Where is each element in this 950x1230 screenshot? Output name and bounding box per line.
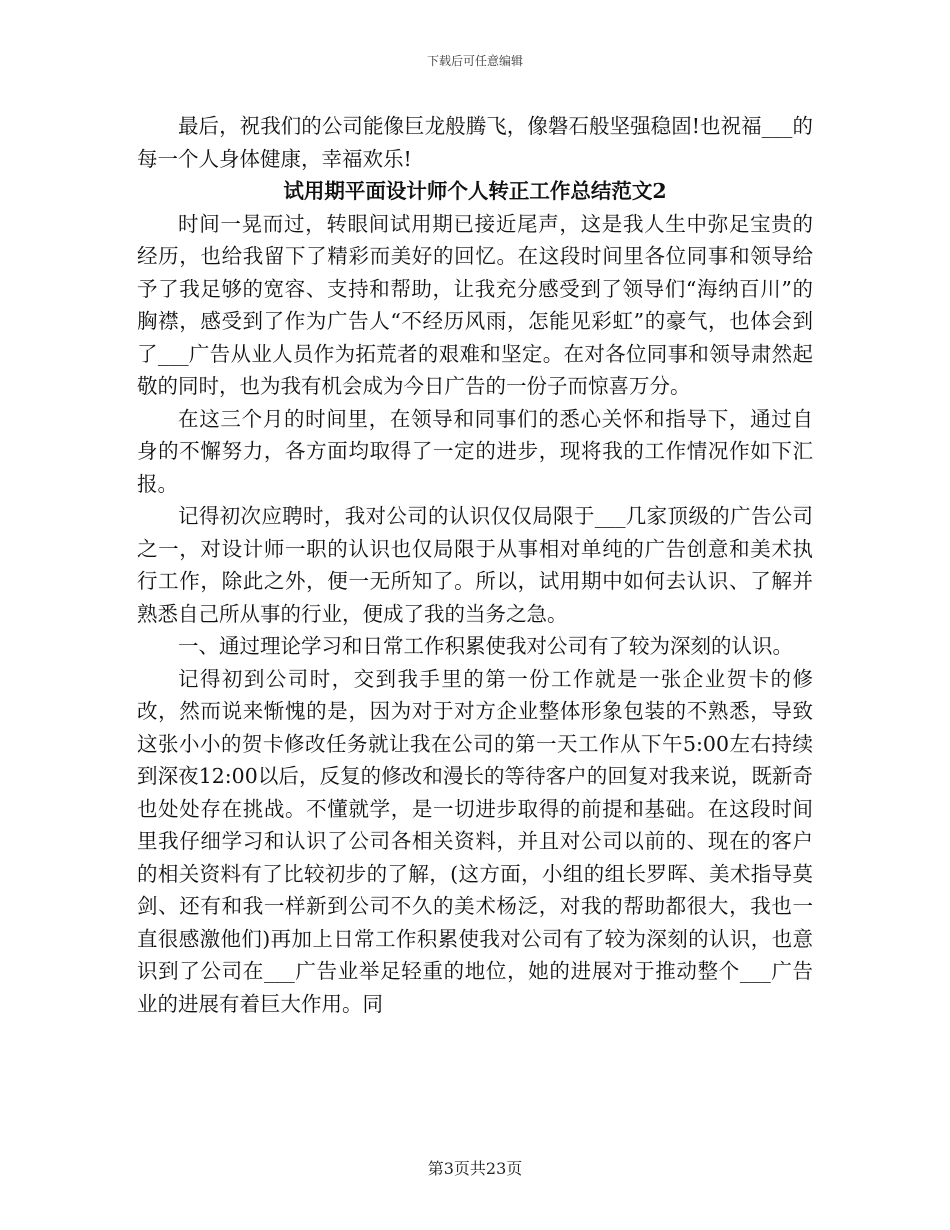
paragraph-heading-one: 一、通过理论学习和日常工作积累使我对公司有了较为深刻的认识。 <box>178 634 793 658</box>
paragraph-first-work: 记得初到公司时，交到我手里的第一份工作就是一张企业贺卡的修改，然而说来惭愧的是，因为对于对方企业整体形象包装的不熟悉，导致这张小小的贺卡修改任务就让我在公司的第一天工作从下午5:00左右持续到深夜12:00以后，反复的修改和漫长的等待客户的回复对我来说，既新奇也处处存在挑战。不懂就学，是一切进步取得的前提和基础。在这段时间里我仔细学习和认识了公司各相关资料，并且对公司以前的、现在的客户的相关资料有了比较初步的了解，(这方面，小组的组长罗晖、美术指导莫剑、还有和我一样新到公司不久的美术杨泛，对我的帮助都很大，我也一直很感激他们)再加上日常工作积累使我对公司有了较为深刻的认识，也意识到了公司在___广告业举足轻重的地位，她的进展对于推动整个___广告业的进展有着巨大作用。同 <box>137 666 813 1016</box>
document-body <box>137 110 813 1020</box>
paragraph-closing-wishes: 最后，祝我们的公司能像巨龙般腾飞，像磐石般坚强稳固!也祝福___的每一个人身体健康，幸福欢乐! <box>137 114 813 171</box>
page-header: 下载后可任意编辑 <box>426 54 523 68</box>
paragraph-summary: 在这三个月的时间里，在领导和同事们的悉心关怀和指导下，通过自身的不懈努力，各方面均取得了一定的进步，现将我的工作情况作如下汇报。 <box>137 406 813 496</box>
paragraph-intro: 时间一晃而过，转眼间试用期已接近尾声，这是我人生中弥足宝贵的经历，也给我留下了精彩而美好的回忆。在这段时间里各位同事和领导给予了我足够的宽容、支持和帮助，让我充分感受到了领导们“海纳百川”的胸襟，感受到了作为广告人“不经历风雨，怎能见彩虹”的豪气，也体会到了___广告从业人员作为拓荒者的艰难和坚定。在对各位同事和领导肃然起敬的同时，也为我有机会成为今日广告的一份子而惊喜万分。 <box>137 211 813 398</box>
page-number: 第3页共23页 <box>427 1159 523 1178</box>
paragraph-first-impression: 记得初次应聘时，我对公司的认识仅仅局限于___几家顶级的广告公司之一，对设计师一职的认识也仅局限于从事相对单纯的广告创意和美术执行工作，除此之外，便一无所知了。所以，试用期中如何去认识、了解并熟悉自己所从事的行业，便成了我的当务之急。 <box>137 504 813 626</box>
section-title: 试用期平面设计师个人转正工作总结范文2 <box>283 179 667 203</box>
